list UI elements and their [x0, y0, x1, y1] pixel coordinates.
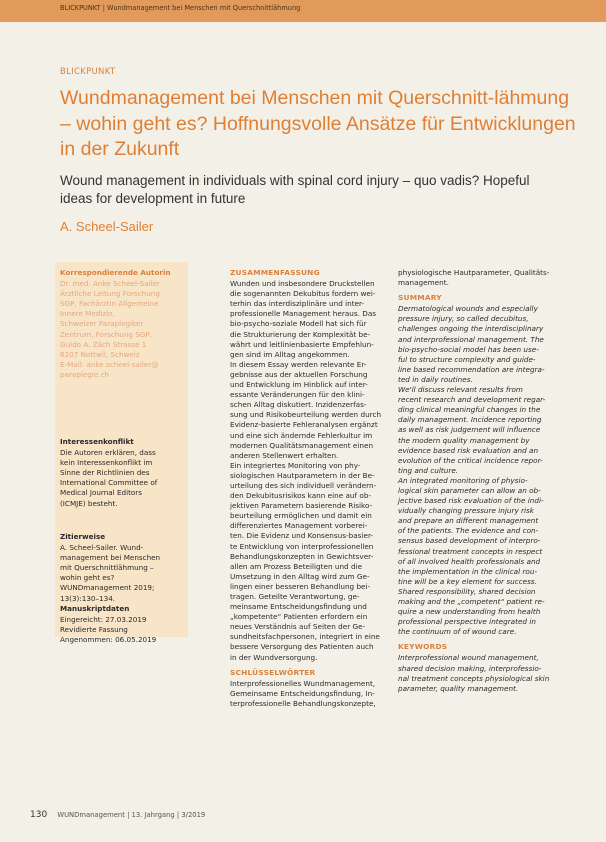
- text-line: meinsame Entscheidungsfindung und: [230, 602, 367, 612]
- german-abstract-column: [230, 268, 386, 709]
- text-line: ted in daily routines.: [398, 374, 473, 384]
- text-line: as well as risk judgement will influence: [398, 425, 541, 435]
- text-line: Sinne der Richtlinien des: [60, 468, 150, 478]
- text-line: recent research and development regar-: [398, 395, 546, 405]
- text-line: allen am Prozess Beteiligten und die: [230, 561, 363, 571]
- top-banner: [0, 0, 606, 22]
- text-line: Guido A. Zäch Strasse 1: [60, 339, 147, 349]
- text-line: management.: [398, 278, 449, 288]
- english-abstract-column: [398, 268, 558, 694]
- text-line: quire a new understanding from health: [398, 607, 541, 617]
- text-line: of all involved health professionals and: [398, 556, 541, 566]
- page-footer: [30, 810, 205, 820]
- text-line: tragen. Geteilte Verantwortung, ge-: [230, 592, 360, 601]
- text-line: and interprofessional management. The: [398, 334, 544, 344]
- article-title: Wundmanagement bei Menschen mit Querschnitt-lähmung – wohin geht es? Hoffnungsvolle Ansätze für Entwicklungen in der Zukunft: [60, 87, 576, 160]
- text-line: gen sind im Alltag angekommen.: [230, 349, 350, 359]
- summary-paragraph-3: [398, 476, 558, 638]
- manuscript-block: [60, 604, 188, 645]
- text-line: We'll discuss relevant results from: [398, 385, 523, 395]
- text-line: Behandlungskonzepten in Gewichtsver-: [230, 551, 374, 561]
- text-line: in der Wundversorgung.: [230, 652, 318, 662]
- correspondence-block: [60, 268, 188, 380]
- text-line: of the patients. The evidence and con-: [398, 526, 539, 536]
- text-line: währt und leitlinienbasierte Empfehlun-: [230, 339, 374, 349]
- text-line: parameter, quality management.: [398, 683, 519, 693]
- text-line: Gemeinsame Entscheidungsfindung, In-: [230, 688, 375, 698]
- journal-info: WUNDmanagement | 13. Jahrgang | 3/2019: [57, 811, 206, 819]
- zusammenfassung-text: [230, 279, 386, 360]
- keywords-text: [398, 653, 558, 693]
- text-line: and prepare an different management: [398, 516, 539, 526]
- citation-block: [60, 532, 188, 604]
- text-line: die Strukturierung der Komplexität be-: [230, 329, 371, 339]
- text-line: bessere Versorgung des Patienten auch: [230, 642, 374, 652]
- text-line: urteilung des sich individuell verändern-: [230, 480, 377, 490]
- text-line: the continuum of of wound care.: [398, 627, 517, 637]
- text-line: kein Interessenkonflikt im: [60, 458, 153, 468]
- text-line: bio-psycho-social model has been use-: [398, 344, 539, 354]
- text-line: physiologische Hautparameter, Qualitäts-: [398, 268, 550, 277]
- text-line: Umsetzung in den Alltag wird zum Ge-: [230, 571, 370, 581]
- text-line: vidually changing pressure injury risk: [398, 506, 535, 516]
- page-number: 130: [30, 810, 48, 820]
- text-line: SGP, Fachärztin Allgemeine: [60, 299, 159, 309]
- text-line: mit Querschnittlähmung –: [60, 563, 154, 573]
- text-line: E-Mail: anke.scheel-sailer@: [60, 359, 159, 369]
- text-line: Interprofessional wound management,: [398, 653, 539, 663]
- text-line: challenges ongoing the interdisciplinary: [398, 324, 544, 334]
- text-line: Ein integriertes Monitoring von phy-: [230, 460, 361, 470]
- text-line: daily management. Incidence reporting: [398, 415, 542, 425]
- text-line: paraplegie.ch: [60, 369, 110, 379]
- text-line: logical skin parameter can allow an ob-: [398, 485, 541, 495]
- zusammenfassung-heading: ZUSAMMENFASSUNG: [230, 268, 320, 277]
- text-line: terhin das interdisziplinäre und inter-: [230, 299, 365, 309]
- text-line: management bei Menschen: [60, 553, 161, 563]
- citation-lines: [60, 543, 188, 604]
- text-line: te Entwicklung von interprofessionellen: [230, 541, 374, 551]
- text-line: Angenommen: 06.05.2019: [60, 635, 157, 645]
- text-line: Die Autoren erklären, dass: [60, 448, 156, 458]
- text-line: evolution of the critical incidence repor-: [398, 455, 543, 465]
- conflict-block: [60, 437, 188, 509]
- schluesselwoerter-text: [230, 679, 386, 709]
- text-line: A. Scheel-Sailer. Wund-: [60, 543, 144, 553]
- text-line: Innere Medizin,: [60, 309, 115, 319]
- text-line: line based recommendation are integra-: [398, 364, 545, 374]
- summary-paragraph-2: [398, 385, 558, 476]
- text-line: schen Alltag diskutiert. Inzidenzerfas-: [230, 400, 367, 410]
- text-line: Zentrum, Forschung SGP,: [60, 329, 152, 339]
- text-line: essante Veränderungen für den klini-: [230, 390, 365, 400]
- text-line: the modern quality management by: [398, 435, 530, 445]
- correspondence-heading: Korrespondierende Autorin: [60, 268, 171, 277]
- manuscript-lines: [60, 615, 188, 645]
- text-line: the implementation in the clinical rou-: [398, 566, 538, 576]
- text-line: jective based risk evaluation of the indi-: [398, 496, 544, 506]
- conflict-lines: [60, 448, 188, 509]
- text-line: anderen Stellenwert erhalten.: [230, 450, 339, 460]
- text-line: Revidierte Fassung: [60, 625, 128, 635]
- text-line: professional perspective integrated in: [398, 617, 536, 627]
- schluesselwoerter-heading: SCHLÜSSELWÖRTER: [230, 667, 316, 677]
- monitoring-paragraph: [230, 461, 386, 663]
- text-line: Shared responsibility, shared decision: [398, 586, 536, 596]
- text-line: „kompetente“ Patienten erfordern ein: [230, 612, 368, 622]
- section-kicker: BLICKPUNKT: [60, 67, 116, 77]
- text-line: und eine sich ändernde Fehlerkultur im: [230, 430, 373, 440]
- text-line: neues Verständnis auf Seiten der Ge-: [230, 622, 366, 632]
- text-line: sung und Risikobeurteilung werden durch: [230, 410, 382, 420]
- text-line: International Committee of: [60, 478, 158, 488]
- text-line: wohin geht es?: [60, 573, 115, 583]
- article-subtitle: Wound management in individuals with spinal cord injury – quo vadis? Hopeful ideas for development in future: [60, 173, 530, 206]
- correspondence-lines: [60, 279, 188, 380]
- keywords-heading: KEYWORDS: [398, 642, 448, 652]
- text-line: shared decision making, interprofessio-: [398, 663, 542, 673]
- text-line: Medical Journal Editors: [60, 488, 142, 498]
- text-line: Schweizer Paraplegiker: [60, 319, 144, 329]
- text-line: evidence based risk evaluation and an: [398, 445, 539, 455]
- text-line: Eingereicht: 27.03.2019: [60, 615, 147, 625]
- text-line: nal treatment concepts physiological skin: [398, 673, 550, 683]
- text-line: fessional treatment concepts in respect: [398, 546, 543, 556]
- manuscript-heading: Manuskriptdaten: [60, 604, 130, 613]
- banner-text: BLICKPUNKT | Wundmanagement bei Menschen mit Querschnittlähmung: [60, 4, 301, 12]
- text-line: ful to structure complexity and guide-: [398, 354, 536, 364]
- text-line: ten. Die Evidenz und Konsensus-basier-: [230, 531, 374, 541]
- text-line: modernen Qualitätsmanagement einen: [230, 440, 374, 450]
- text-line: lingen einer besseren Behandlung bei-: [230, 581, 371, 591]
- text-line: ding clinical meaningful changes in the: [398, 405, 541, 415]
- text-line: 13(3):130–134.: [60, 593, 116, 603]
- text-line: Dr. med. Anke Scheel-Sailer: [60, 279, 160, 289]
- essay-paragraph: [230, 360, 386, 461]
- text-line: terprofessionelle Behandlungskonzepte,: [230, 698, 376, 708]
- text-line: differenziertes Management vorberei-: [230, 521, 368, 531]
- text-line: bio-psycho-soziale Modell hat sich für: [230, 319, 367, 329]
- citation-heading: Zitierweise: [60, 532, 106, 541]
- text-line: gebnisse aus der aktuellen Forschung: [230, 369, 368, 379]
- text-line: ting and culture.: [398, 465, 459, 475]
- text-line: professionelle Management heraus. Das: [230, 309, 377, 319]
- keywords-continuation: [398, 268, 558, 288]
- text-line: Interprofessionelles Wundmanagement,: [230, 678, 376, 688]
- text-line: den Dekubitusrisikos kann eine auf ob-: [230, 491, 372, 501]
- text-line: An integrated monitoring of physio-: [398, 475, 528, 485]
- text-line: making and the „competent“ patient re-: [398, 597, 545, 606]
- text-line: Evidenz-basierte Fehleranalysen ergänzt: [230, 420, 378, 430]
- text-line: die sogenannten Dekubitus fordern wei-: [230, 289, 376, 299]
- text-line: Ärztliche Leitung Forschung: [60, 289, 160, 299]
- summary-text: [398, 304, 558, 385]
- conflict-heading: Interessenkonflikt: [60, 437, 134, 446]
- text-line: Dermatological wounds and especially: [398, 304, 538, 314]
- text-line: siologischen Hautparametern in der Be-: [230, 470, 375, 480]
- summary-heading: SUMMARY: [398, 293, 442, 303]
- text-line: pressure injury, so called decubitus,: [398, 314, 529, 324]
- text-line: jektiven Parametern basierende Risiko-: [230, 501, 373, 511]
- text-line: In diesem Essay werden relevante Er-: [230, 359, 367, 369]
- text-line: sundheitsfachpersonen, integriert in eine: [230, 632, 380, 642]
- text-line: WUNDmanagement 2019;: [60, 583, 155, 593]
- article-author: A. Scheel-Sailer: [60, 219, 154, 234]
- text-line: und Entwicklung im Hinblick auf inter-: [230, 380, 368, 390]
- text-line: tine will be a key element for success.: [398, 576, 537, 586]
- text-line: Wunden und insbesondere Druckstellen: [230, 279, 375, 289]
- text-line: beurteilung ermöglichen und damit ein: [230, 511, 372, 521]
- text-line: 6207 Nottwil, Schweiz: [60, 349, 140, 359]
- text-line: sensus based development of interpro-: [398, 536, 541, 546]
- text-line: (ICMJE) besteht.: [60, 498, 118, 508]
